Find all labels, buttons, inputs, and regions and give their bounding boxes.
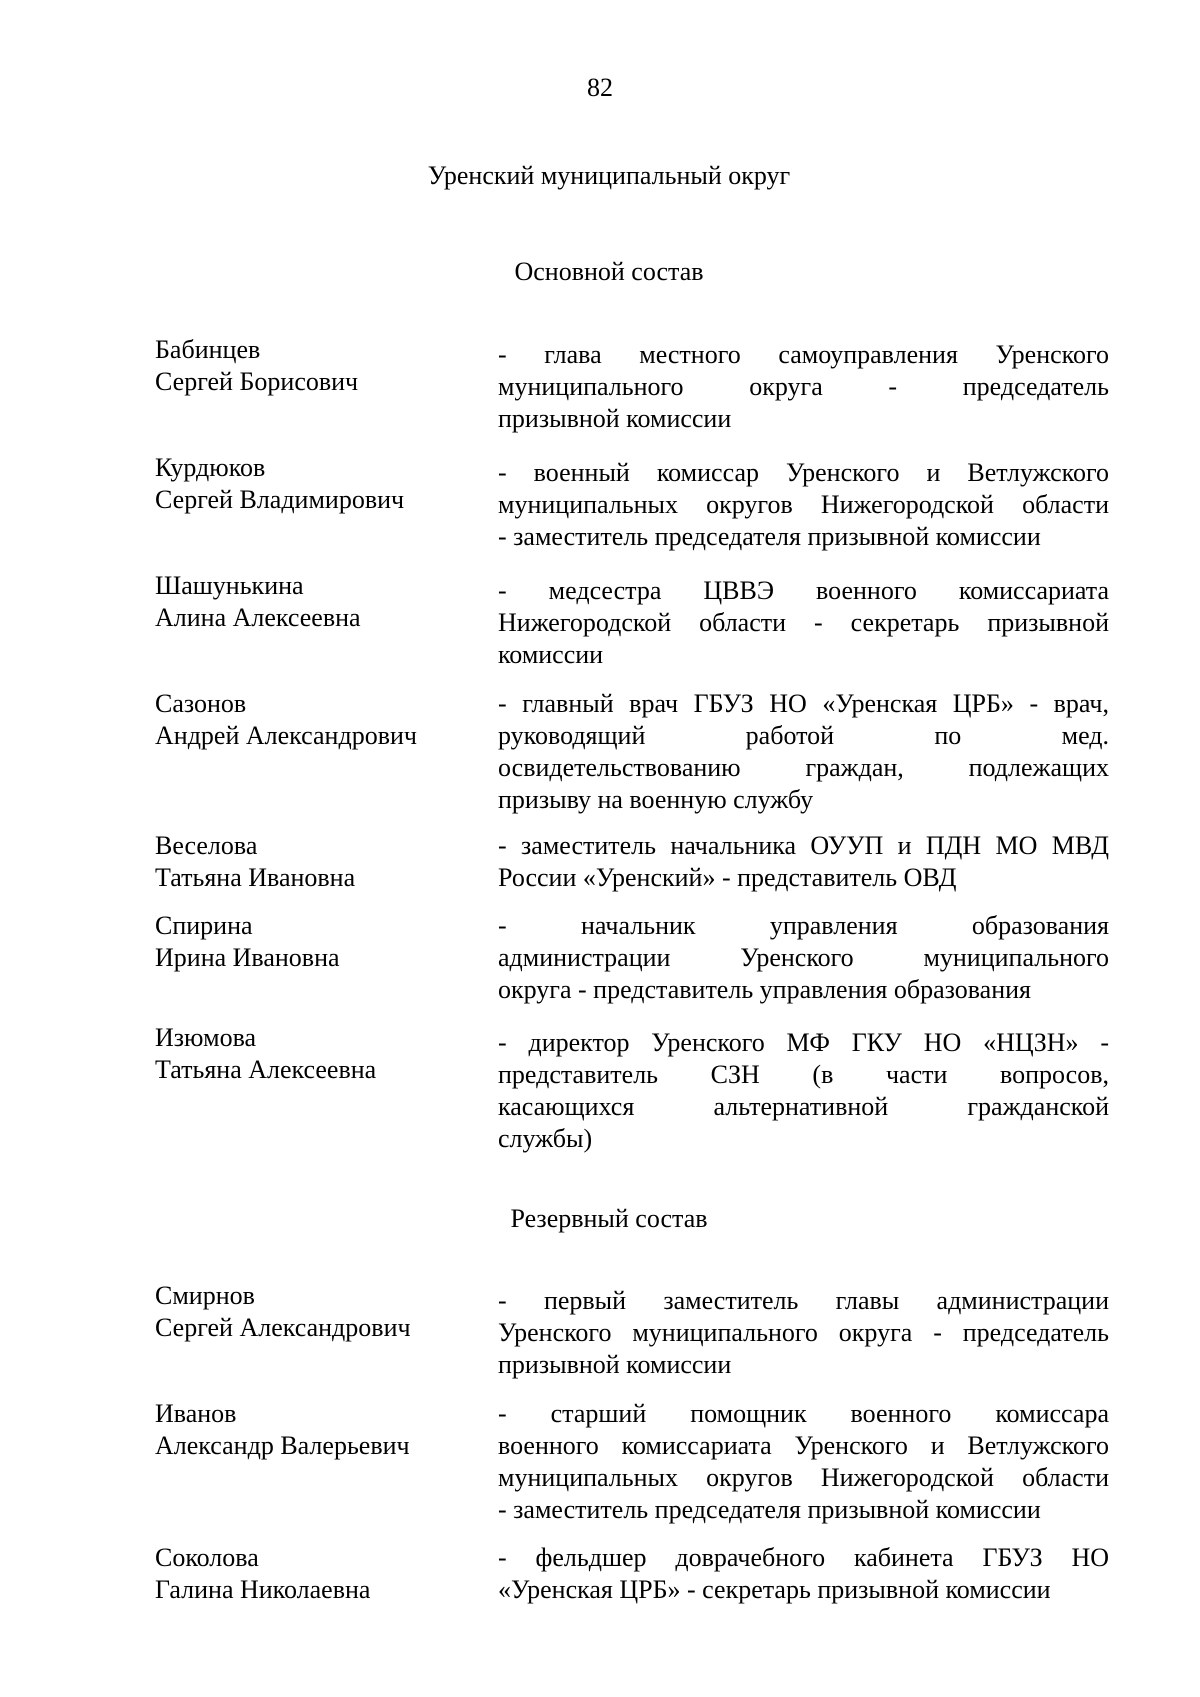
member-surname: Изюмова	[155, 1023, 257, 1052]
member-role	[498, 575, 1109, 671]
member-surname: Спирина	[155, 911, 253, 940]
member-surname: Сазонов	[155, 689, 247, 718]
member-name	[155, 570, 485, 634]
member-name	[155, 910, 485, 974]
role-line: Нижегородской области - секретарь призывной	[498, 608, 1109, 637]
member-given-names: Александр Валерьевич	[155, 1431, 410, 1460]
member-role	[498, 910, 1109, 1006]
role-line: службы)	[498, 1124, 593, 1153]
member-role	[498, 457, 1109, 553]
member-name	[155, 688, 485, 752]
role-line: - директор Уренского МФ ГКУ НО «НЦЗН» -	[498, 1028, 1109, 1057]
member-role	[498, 1398, 1109, 1526]
member-name	[155, 830, 485, 894]
member-role	[498, 1285, 1109, 1381]
role-line: призывной комиссии	[498, 1350, 732, 1379]
member-surname: Курдюков	[155, 453, 266, 482]
role-line: России «Уренский» - представитель ОВД	[498, 863, 957, 892]
role-line: освидетельствованию граждан, подлежащих	[498, 753, 1109, 782]
member-name	[155, 1022, 485, 1086]
member-role	[498, 1542, 1109, 1606]
member-name	[155, 1280, 485, 1344]
member-surname: Бабинцев	[155, 335, 261, 364]
reserve-section-heading: Резервный состав	[510, 1204, 708, 1233]
role-line: - главный врач ГБУЗ НО «Уренская ЦРБ» - врач,	[498, 689, 1109, 718]
member-given-names: Татьяна Ивановна	[155, 863, 356, 892]
member-surname: Шашунькина	[155, 571, 304, 600]
role-line: руководящий работой по мед.	[498, 721, 1109, 750]
member-given-names: Сергей Александрович	[155, 1313, 411, 1342]
member-name	[155, 1542, 485, 1606]
role-line: - первый заместитель главы администрации	[498, 1286, 1109, 1315]
member-given-names: Алина Алексеевна	[155, 603, 361, 632]
role-line: - заместитель председателя призывной комиссии	[498, 1495, 1041, 1524]
role-line: округа - представитель управления образования	[498, 975, 1032, 1004]
role-line: - заместитель начальника ОУУП и ПДН МО МВД	[498, 831, 1109, 860]
member-role	[498, 339, 1109, 435]
member-given-names: Ирина Ивановна	[155, 943, 340, 972]
role-line: муниципальных округов Нижегородской области	[498, 490, 1109, 519]
district-title: Уренский муниципальный округ	[427, 161, 791, 190]
role-line: администрации Уренского муниципального	[498, 943, 1109, 972]
member-surname: Иванов	[155, 1399, 237, 1428]
main-section-heading: Основной состав	[514, 257, 704, 286]
role-line: - фельдшер доврачебного кабинета ГБУЗ НО	[498, 1543, 1109, 1572]
member-given-names: Сергей Борисович	[155, 367, 359, 396]
role-line: касающихся альтернативной гражданской	[498, 1092, 1109, 1121]
role-line: призыву на военную службу	[498, 785, 814, 814]
member-given-names: Татьяна Алексеевна	[155, 1055, 377, 1084]
role-line: «Уренская ЦРБ» - секретарь призывной комиссии	[498, 1575, 1051, 1604]
role-line: - глава местного самоуправления Уренского	[498, 340, 1109, 369]
role-line: - медсестра ЦВВЭ военного комиссариата	[498, 576, 1109, 605]
role-line: - военный комиссар Уренского и Ветлужского	[498, 458, 1109, 487]
member-name	[155, 334, 485, 398]
member-surname: Соколова	[155, 1543, 259, 1572]
member-given-names: Андрей Александрович	[155, 721, 417, 750]
member-name	[155, 452, 485, 516]
member-given-names: Сергей Владимирович	[155, 485, 405, 514]
role-line: муниципальных округов Нижегородской области	[498, 1463, 1109, 1492]
member-name	[155, 1398, 485, 1462]
member-surname: Веселова	[155, 831, 258, 860]
role-line: муниципального округа - председатель	[498, 372, 1109, 401]
role-line: комиссии	[498, 640, 604, 669]
role-line: - старший помощник военного комиссара	[498, 1399, 1109, 1428]
member-surname: Смирнов	[155, 1281, 255, 1310]
member-role	[498, 830, 1109, 894]
page-number: 82	[587, 73, 613, 102]
member-role	[498, 1027, 1109, 1155]
member-given-names: Галина Николаевна	[155, 1575, 371, 1604]
role-line: - начальник управления образования	[498, 911, 1109, 940]
member-role	[498, 688, 1109, 816]
role-line: Уренского муниципального округа - председатель	[498, 1318, 1109, 1347]
role-line: - заместитель председателя призывной комиссии	[498, 522, 1041, 551]
role-line: представитель СЗН (в части вопросов,	[498, 1060, 1109, 1089]
role-line: военного комиссариата Уренского и Ветлужского	[498, 1431, 1109, 1460]
role-line: призывной комиссии	[498, 404, 732, 433]
